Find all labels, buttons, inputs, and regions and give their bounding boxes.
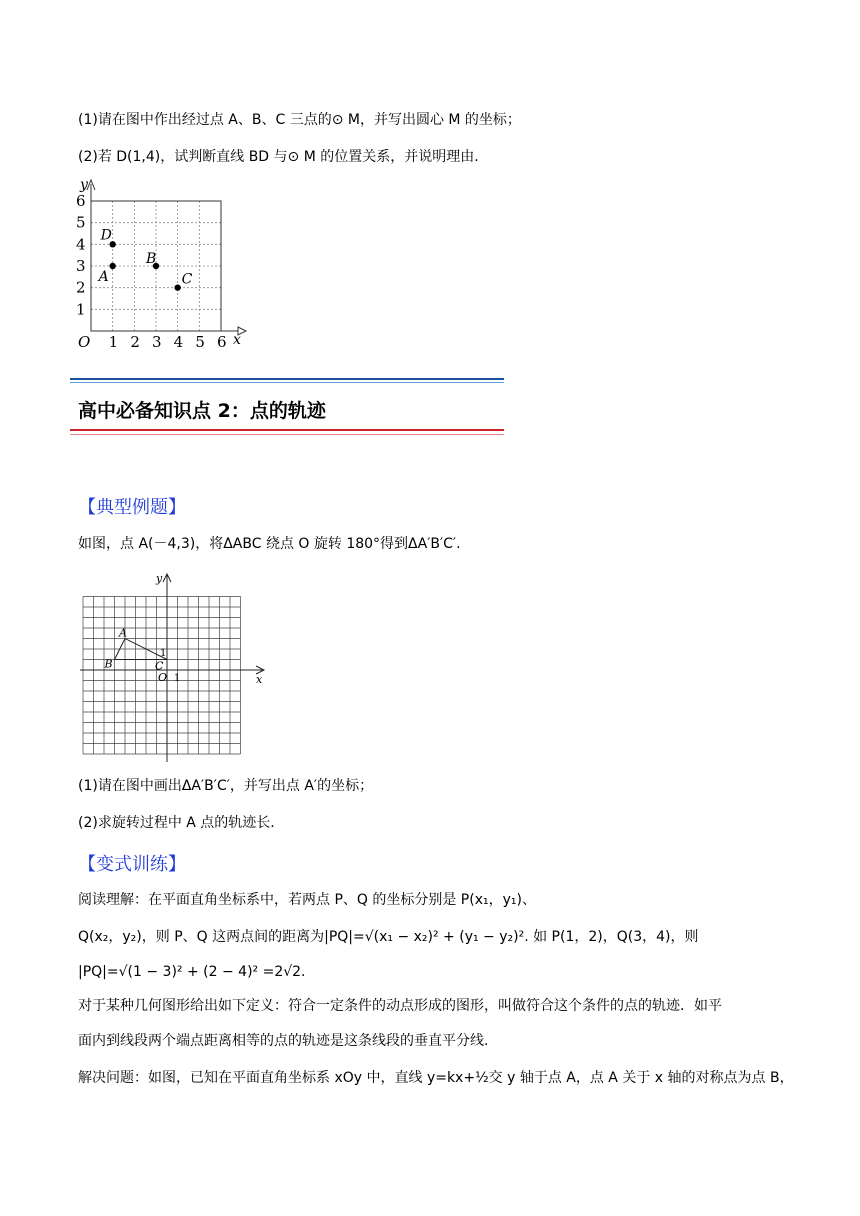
question-part-1: (1)请在图中作出经过点 A、B、C 三点的⊙ M，并写出圆心 M 的坐标； — [78, 112, 521, 128]
section-title: 高中必备知识点 2：点的轨迹 — [78, 400, 326, 422]
y-tick-label: 2 — [76, 278, 86, 297]
y-unit-label: 1 — [160, 648, 167, 659]
y-axis-label: y — [80, 177, 88, 193]
x-tick-label: 6 — [217, 333, 227, 351]
coordinate-grid-figure-1 — [70, 172, 250, 352]
vertex-c-label: C — [155, 659, 164, 673]
vertex-b-label: B — [104, 657, 113, 671]
point-label-d: D — [100, 227, 112, 244]
variant-para-5: 面内到线段两个端点距离相等的点的轨迹是这条线段的垂直平分线. — [78, 1033, 489, 1049]
point-label-c: C — [181, 271, 193, 288]
point-label-a: A — [98, 269, 109, 285]
x-tick-label: 4 — [173, 333, 184, 351]
section-rule-top-2 — [70, 382, 504, 383]
variant-para-3: |PQ|=√(1 − 3)² + (2 − 4)² =2√2. — [78, 964, 306, 980]
origin-label: O — [78, 333, 91, 351]
variant-para-6: 解决问题：如图，已知在平面直角坐标系 xOy 中，直线 y=kx+½交 y 轴于点 A，点 A 关于 x 轴的对称点为点 B， — [78, 1070, 794, 1086]
section-rule-bottom-1 — [70, 429, 504, 431]
x-unit-label: 1 — [174, 673, 181, 684]
variant-heading: 【变式训练】 — [78, 854, 186, 875]
x-axis-label: x — [256, 673, 263, 686]
example-heading: 【典型例题】 — [78, 497, 186, 518]
y-tick-label: 6 — [76, 192, 86, 210]
variant-para-1: 阅读理解：在平面直角坐标系中，若两点 P、Q 的坐标分别是 P(x₁，y₁)、 — [78, 892, 536, 908]
point-label-b: B — [146, 251, 157, 267]
y-axis-label: y — [156, 572, 163, 585]
y-tick-label: 3 — [76, 257, 86, 275]
variant-para-2: Q(x₂，y₂)，则 P、Q 这两点间的距离为|PQ|=√(x₁ − x₂)² + (y₁ − y₂)². 如 P(1，2)，Q(3，4)，则 — [78, 929, 699, 945]
question-part-2: (2)若 D(1,4)，试判断直线 BD 与⊙ M 的位置关系，并说明理由. — [78, 149, 479, 165]
vertex-a-label: A — [119, 626, 127, 640]
x-tick-label: 3 — [152, 333, 162, 351]
x-tick-label: 5 — [195, 333, 205, 351]
x-tick-label: 1 — [108, 333, 119, 351]
point-c — [174, 284, 180, 290]
example-intro: 如图，点 A(－4,3)，将ΔABC 绕点 O 旋转 180°得到ΔA′B′C′. — [78, 536, 461, 552]
example-question-1: (1)请在图中画出ΔA′B′C′，并写出点 A′的坐标； — [78, 778, 374, 794]
point-a — [109, 263, 115, 269]
x-tick-label: 2 — [130, 333, 140, 351]
section-rule-top-1 — [70, 378, 504, 380]
example-question-2: (2)求旋转过程中 A 点的轨迹长. — [78, 815, 275, 831]
y-tick-label: 1 — [76, 300, 86, 319]
coordinate-grid-figure-2 — [76, 570, 272, 766]
y-tick-label: 4 — [76, 235, 86, 254]
origin-label: O — [158, 671, 168, 684]
y-tick-label: 5 — [76, 213, 86, 232]
variant-para-4: 对于某种几何图形给出如下定义：符合一定条件的动点形成的图形，叫做符合这个条件的点的轨迹．如平 — [78, 998, 722, 1014]
x-axis-label: x — [233, 332, 241, 348]
section-rule-bottom-2 — [70, 434, 504, 435]
